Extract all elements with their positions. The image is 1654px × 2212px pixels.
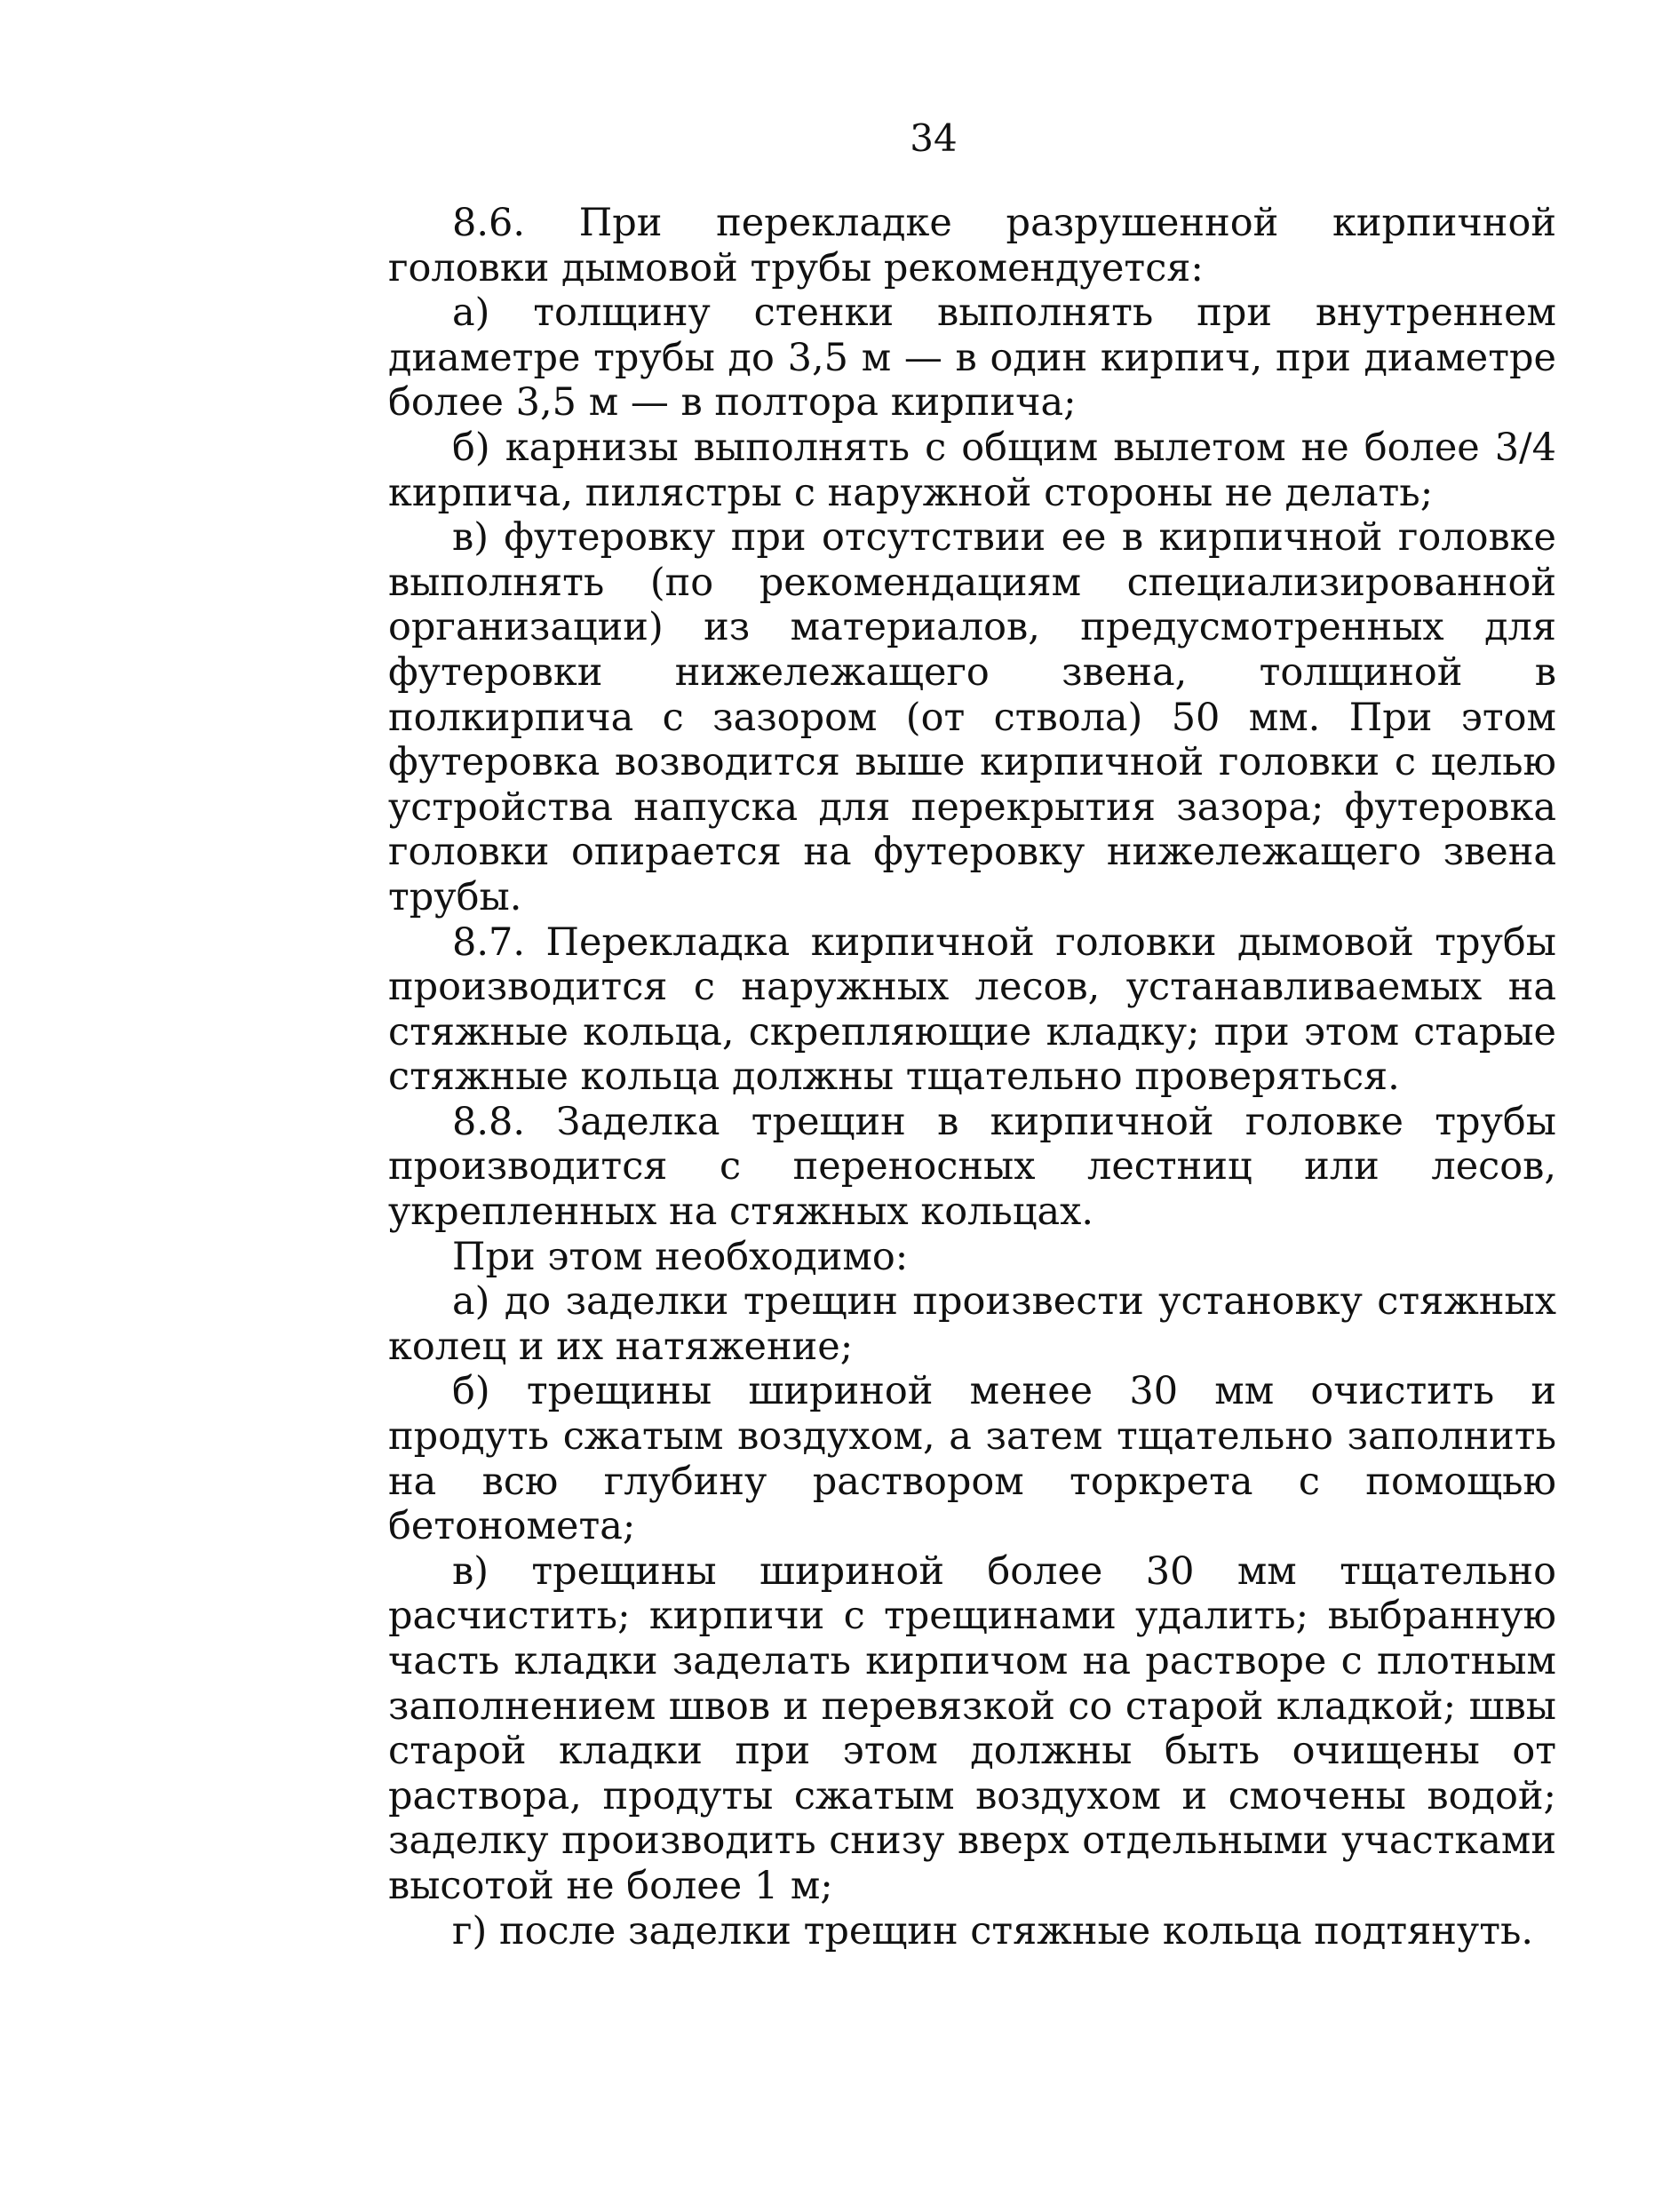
page-number: 34	[910, 116, 958, 160]
paragraph-8-6-b: б) карнизы выполнять с общим вылетом не более 3/4 кирпича, пилястры с наружной стороны не делать;	[388, 425, 1556, 515]
paragraph-8-6-v: в) футеровку при отсутствии ее в кирпичной головке выполнять (по рекомендациям специализированной организации) из материалов, предусмотренных для футеровки нижележащего звена, толщиной в полкирпича с зазором (от ствола) 50 мм. При этом футеровка возводится выше кирпичной головки с целью устройства напуска для перекрытия зазора; футеровка головки опирается на футеровку нижележащего звена трубы.	[388, 515, 1556, 919]
paragraph-8-8: 8.8. Заделка трещин в кирпичной головке трубы производится с переносных лестниц или лесов, укрепленных на стяжных кольцах.	[388, 1099, 1556, 1235]
paragraph-8-6: 8.6. При перекладке разрушенной кирпичной головки дымовой трубы рекомендуется:	[388, 201, 1556, 290]
paragraph-8-8-b: б) трещины шириной менее 30 мм очистить и продуть сжатым воздухом, а затем тщательно заполнить на всю глубину раствором торкрета с помощью бетонометa;	[388, 1369, 1556, 1549]
paragraph-8-6-a: а) толщину стенки выполнять при внутреннем диаметре трубы до 3,5 м — в один кирпич, при диаметре более 3,5 м — в полтора кирпича;	[388, 290, 1556, 426]
paragraph-8-7: 8.7. Перекладка кирпичной головки дымовой трубы производится с наружных лесов, устанавливаемых на стяжные кольца, скрепляющие кладку; при этом старые стяжные кольца должны тщательно проверяться.	[388, 919, 1556, 1100]
paragraph-8-8-intro: При этом необходимо:	[452, 1234, 909, 1279]
page-body	[388, 201, 1556, 1953]
paragraph-8-8-g: г) после заделки трещин стяжные кольца подтянуть.	[452, 1908, 1534, 1953]
paragraph-8-8-a: а) до заделки трещин произвести установку стяжных колец и их натяжение;	[388, 1279, 1556, 1369]
paragraph-8-8-v: в) трещины шириной более 30 мм тщательно расчистить; кирпичи с трещинами удалить; выбранную часть кладки заделать кирпичом на растворе с плотным заполнением швов и перевязкой со старой кладкой; швы старой кладки при этом должны быть очищены от раствора, продуты сжатым воздухом и смочены водой; заделку производить снизу вверх отдельными участками высотой не более 1 м;	[388, 1548, 1556, 1908]
